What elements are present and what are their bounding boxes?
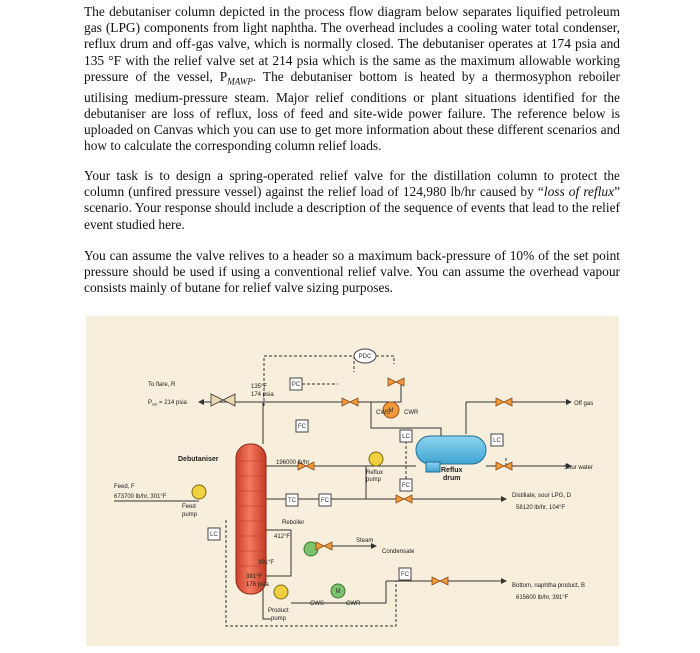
reflux-drum-label: Reflux — [441, 467, 463, 474]
intro-text: The debutaniser column depicted in the process flow diagram below separates liquified petroleum gas (LPG) components from light naphtha. The overhead includes a cooling water total condenser, reflux drum and off-gas valve, which is normally closed. The debutaniser operates at 174 psia and 135 °F with the relief valve set at 214 psia which is the same as the maximum allowable working pressure of the vessel, P — [84, 4, 620, 84]
reflux-pump-label-2: pump — [366, 477, 382, 483]
bottom-temp-box-label: 391°F — [258, 560, 275, 566]
condenser-m-tag: M — [388, 408, 394, 414]
tc-tag: TC — [288, 498, 296, 504]
reflux-flow-label: 196000 lb/hr — [276, 460, 310, 466]
bottom-temp-label: 391°F — [246, 574, 263, 580]
bottom-pressure-label: 178 psia — [246, 582, 269, 588]
pset-label: $P_{set} = 214$ psia — [148, 400, 187, 407]
pdc-tag: PDC — [358, 354, 372, 360]
off-gas-label: Off gas — [574, 401, 594, 407]
mawp-subscript: MAWP — [227, 76, 253, 87]
reflux-drum — [416, 436, 486, 464]
lc-tag-2: LC — [210, 532, 218, 538]
pc-tag: PC — [291, 382, 301, 388]
cwr-label-2: CWR — [346, 601, 361, 607]
pdc-valve-icon — [388, 378, 404, 386]
feed-value: 673700 lb/hr, 301°F — [114, 494, 167, 500]
reboiler-temp-label: 412°F — [274, 534, 291, 540]
intro-text-end: . The debutaniser bottom is heated by a thermosyphon reboiler utilising medium-pressure steam. Major relief conditions or plant situations identified for the debutaniser are loss of reflux, loss of feed and site-wide power failure. The reference below is uploaded on Canvas which you can use to get more information about these different scenarios and how to calculate the corresponding column relief loads. — [84, 68, 620, 154]
pc-valve-icon — [342, 398, 358, 406]
reflux-drum-label-2: drum — [443, 475, 461, 482]
process-flow-diagram — [86, 316, 619, 646]
task-text-end: ” scenario. Your response should include a description of the sequence of events that lead to the relief event studied here. — [84, 184, 621, 232]
lc-tag-1: LC — [402, 434, 410, 440]
condensate-label: Condensate — [382, 549, 415, 555]
paragraph-intro — [84, 4, 620, 155]
cwr-label: CWR — [404, 410, 419, 416]
cooler-m-tag: M — [335, 589, 341, 595]
top-pressure-label: 174 psia — [251, 392, 274, 398]
debutaniser-column — [236, 444, 266, 594]
task-italic: loss of reflux — [543, 184, 615, 200]
product-pump-label-2: pump — [271, 616, 287, 622]
sour-water-label: Sour water — [564, 465, 594, 471]
fc-tag-1: FC — [298, 424, 306, 430]
cws-label: CWS — [376, 410, 390, 416]
feed-pump-label: Feed — [182, 504, 196, 510]
paragraph-assumption: You can assume the valve relives to a header so a maximum back-pressure of 10% of the set point pressure should be used if using a conventional relief valve. You can assume the overhead vapour consists mainly of butane for relief valve sizing purposes. — [84, 248, 620, 296]
distillate-label: Distillate, sour LPG, D — [512, 493, 572, 499]
reboiler-label: Reboiler — [282, 520, 305, 526]
distillate-value: 58120 lb/hr, 104°F — [516, 505, 566, 511]
reflux-pump-icon — [369, 452, 383, 466]
fc-tag-2: FC — [402, 483, 410, 489]
relief-valve-icon — [211, 394, 235, 406]
steam-valve-icon — [316, 542, 332, 550]
product-pump-label: Product — [268, 608, 289, 614]
paragraph-task — [84, 168, 620, 233]
distillate-valve-icon — [396, 495, 412, 503]
task-text: Your task is to design a spring-operated relief valve for the distillation column to protect the column (unfired pressure vessel) against the relief load of 124,980 lb/hr caused by “ — [84, 168, 620, 200]
reflux-pump-label: Reflux — [366, 470, 384, 476]
bottom-product-value: 615600 lb/hr, 391°F — [516, 595, 569, 601]
to-flare-label: To flare, R — [148, 382, 176, 388]
sourwater-valve-icon — [496, 462, 512, 470]
bottoms-valve-icon — [432, 577, 448, 585]
feed-pump-icon — [192, 485, 206, 499]
offgas-valve-icon — [496, 398, 512, 406]
cws-label-2: CWS — [310, 601, 324, 607]
lc-tag-3: LC — [493, 438, 501, 444]
fc-tag-4: FC — [401, 572, 409, 578]
column-label: Debutaniser — [178, 456, 219, 463]
product-pump-icon — [274, 585, 288, 599]
feed-label: Feed, F — [114, 484, 135, 490]
feed-pump-label-2: pump — [182, 512, 198, 518]
steam-label: Steam — [356, 538, 374, 544]
bottom-product-label: Bottom, naphtha product, B — [512, 583, 586, 589]
fc-tag-3: FC — [321, 498, 329, 504]
top-temp-label: 135°F — [251, 384, 268, 390]
